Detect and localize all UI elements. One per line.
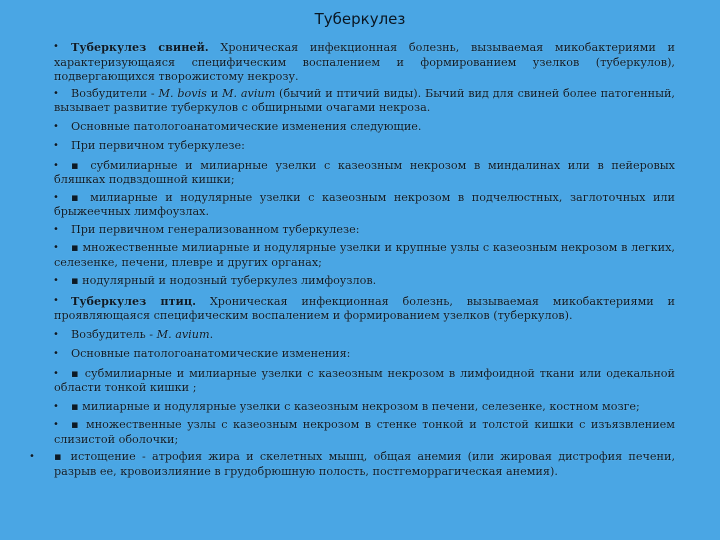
- item-heading: Туберкулез птиц.: [71, 293, 197, 308]
- item-text: ▪ милиарные и нодулярные узелки с казеозным некрозом в подчелюстных, заглоточных или брыжеечных лимфоузлах.: [54, 190, 675, 218]
- item-text: ▪ нодулярный и нодозный туберкулез лимфоузлов.: [71, 274, 377, 287]
- bullet-icon: •: [53, 242, 59, 253]
- bullet-icon: •: [53, 191, 59, 203]
- list-item: [54, 191, 675, 220]
- list-item: [54, 328, 675, 343]
- list-item: [54, 223, 675, 238]
- bullet-icon: •: [53, 41, 59, 52]
- list-item: [54, 347, 675, 362]
- list-item: [54, 120, 675, 135]
- item-text: ▪ истощение - атрофия жира и скелетных мышц, общая анемия (или жировая дистрофия печени, разрыв ее, кровоизлияние в грудобрюшную полость, постгеморрагическая анемия).: [54, 450, 675, 478]
- item-text: Основные патологоанатомические изменения следующие.: [71, 119, 422, 133]
- list-item: [54, 87, 675, 116]
- bullet-icon: •: [53, 223, 59, 235]
- list-item: [54, 418, 675, 447]
- item-heading: Туберкулез свиней.: [71, 40, 209, 54]
- list-item: [54, 294, 675, 324]
- pathogen-name: M. bovis: [158, 86, 207, 100]
- bullet-icon: •: [53, 367, 59, 379]
- item-text: При первичном генерализованном туберкулезе:: [71, 222, 360, 236]
- bullet-icon: •: [53, 140, 59, 151]
- item-text: При первичном туберкулезе:: [71, 139, 245, 152]
- bullet-list: [29, 40, 675, 479]
- pathogen-name: M. avium: [156, 327, 210, 341]
- bullet-icon: •: [53, 294, 59, 306]
- item-text: Возбудители -: [71, 86, 159, 100]
- item-text: ▪ милиарные и нодулярные узелки с казеозным некрозом в печени, селезенке, костном мозге;: [71, 399, 640, 413]
- list-item: [54, 40, 675, 85]
- bullet-icon: •: [53, 159, 59, 171]
- list-item: [54, 159, 675, 188]
- list-item: [54, 367, 675, 396]
- slide-title: Туберкулез: [314, 10, 406, 28]
- item-text: ▪ субмилиарные и милиарные узелки с казеозным некрозом в миндалинах или в пейеровых бляшках подвздошной кишки;: [54, 158, 675, 186]
- item-text: ▪ множественные милиарные и нодулярные узелки и крупные узлы с казеозным некрозом в легких, селезенке, печени, плевре и других органах;: [54, 241, 675, 269]
- bullet-icon: •: [29, 451, 35, 462]
- bullet-icon: •: [53, 348, 59, 359]
- bullet-icon: •: [53, 400, 59, 412]
- item-text: и: [206, 86, 223, 100]
- list-item: [54, 241, 675, 270]
- list-item: [54, 400, 675, 415]
- bullet-icon: •: [53, 120, 59, 132]
- item-text: Хроническая инфекционная болезнь, вызываемая микобактериями и характеризующаяся специфическим воспалением и формированием узелков (туберкулов), подвергающихся творожистому некрозу.: [54, 41, 675, 83]
- item-text: ▪ множественные узлы с казеозным некрозом в стенке тонкой и толстой кишки с изъязвлением слизистой оболочки;: [54, 418, 675, 446]
- list-item: [54, 274, 675, 289]
- item-text: Хроническая инфекционная болезнь, вызываемая микобактериями и проявляющаяся специфическим воспалением и формированием узелков (туберкулов).: [54, 294, 675, 322]
- item-text: .: [209, 327, 214, 341]
- item-text: (бычий и птичий виды). Бычий вид для свиней более патогенный, вызывает развитие туберкулов с обширными очагами некроза.: [54, 86, 675, 114]
- item-text: Основные патологоанатомические изменения:: [71, 347, 351, 360]
- list-item: [54, 139, 675, 154]
- bullet-icon: •: [53, 275, 59, 286]
- list-item: [29, 450, 675, 479]
- bullet-icon: •: [53, 87, 59, 99]
- item-text: ▪ субмилиарные и милиарные узелки с казеозным некрозом в лимфоидной ткани или одекальной области тонкой кишки ;: [54, 366, 675, 394]
- bullet-icon: •: [53, 328, 59, 340]
- item-text: Возбудитель -: [71, 327, 157, 341]
- bullet-icon: •: [53, 419, 59, 430]
- pathogen-name: M. avium: [222, 86, 276, 100]
